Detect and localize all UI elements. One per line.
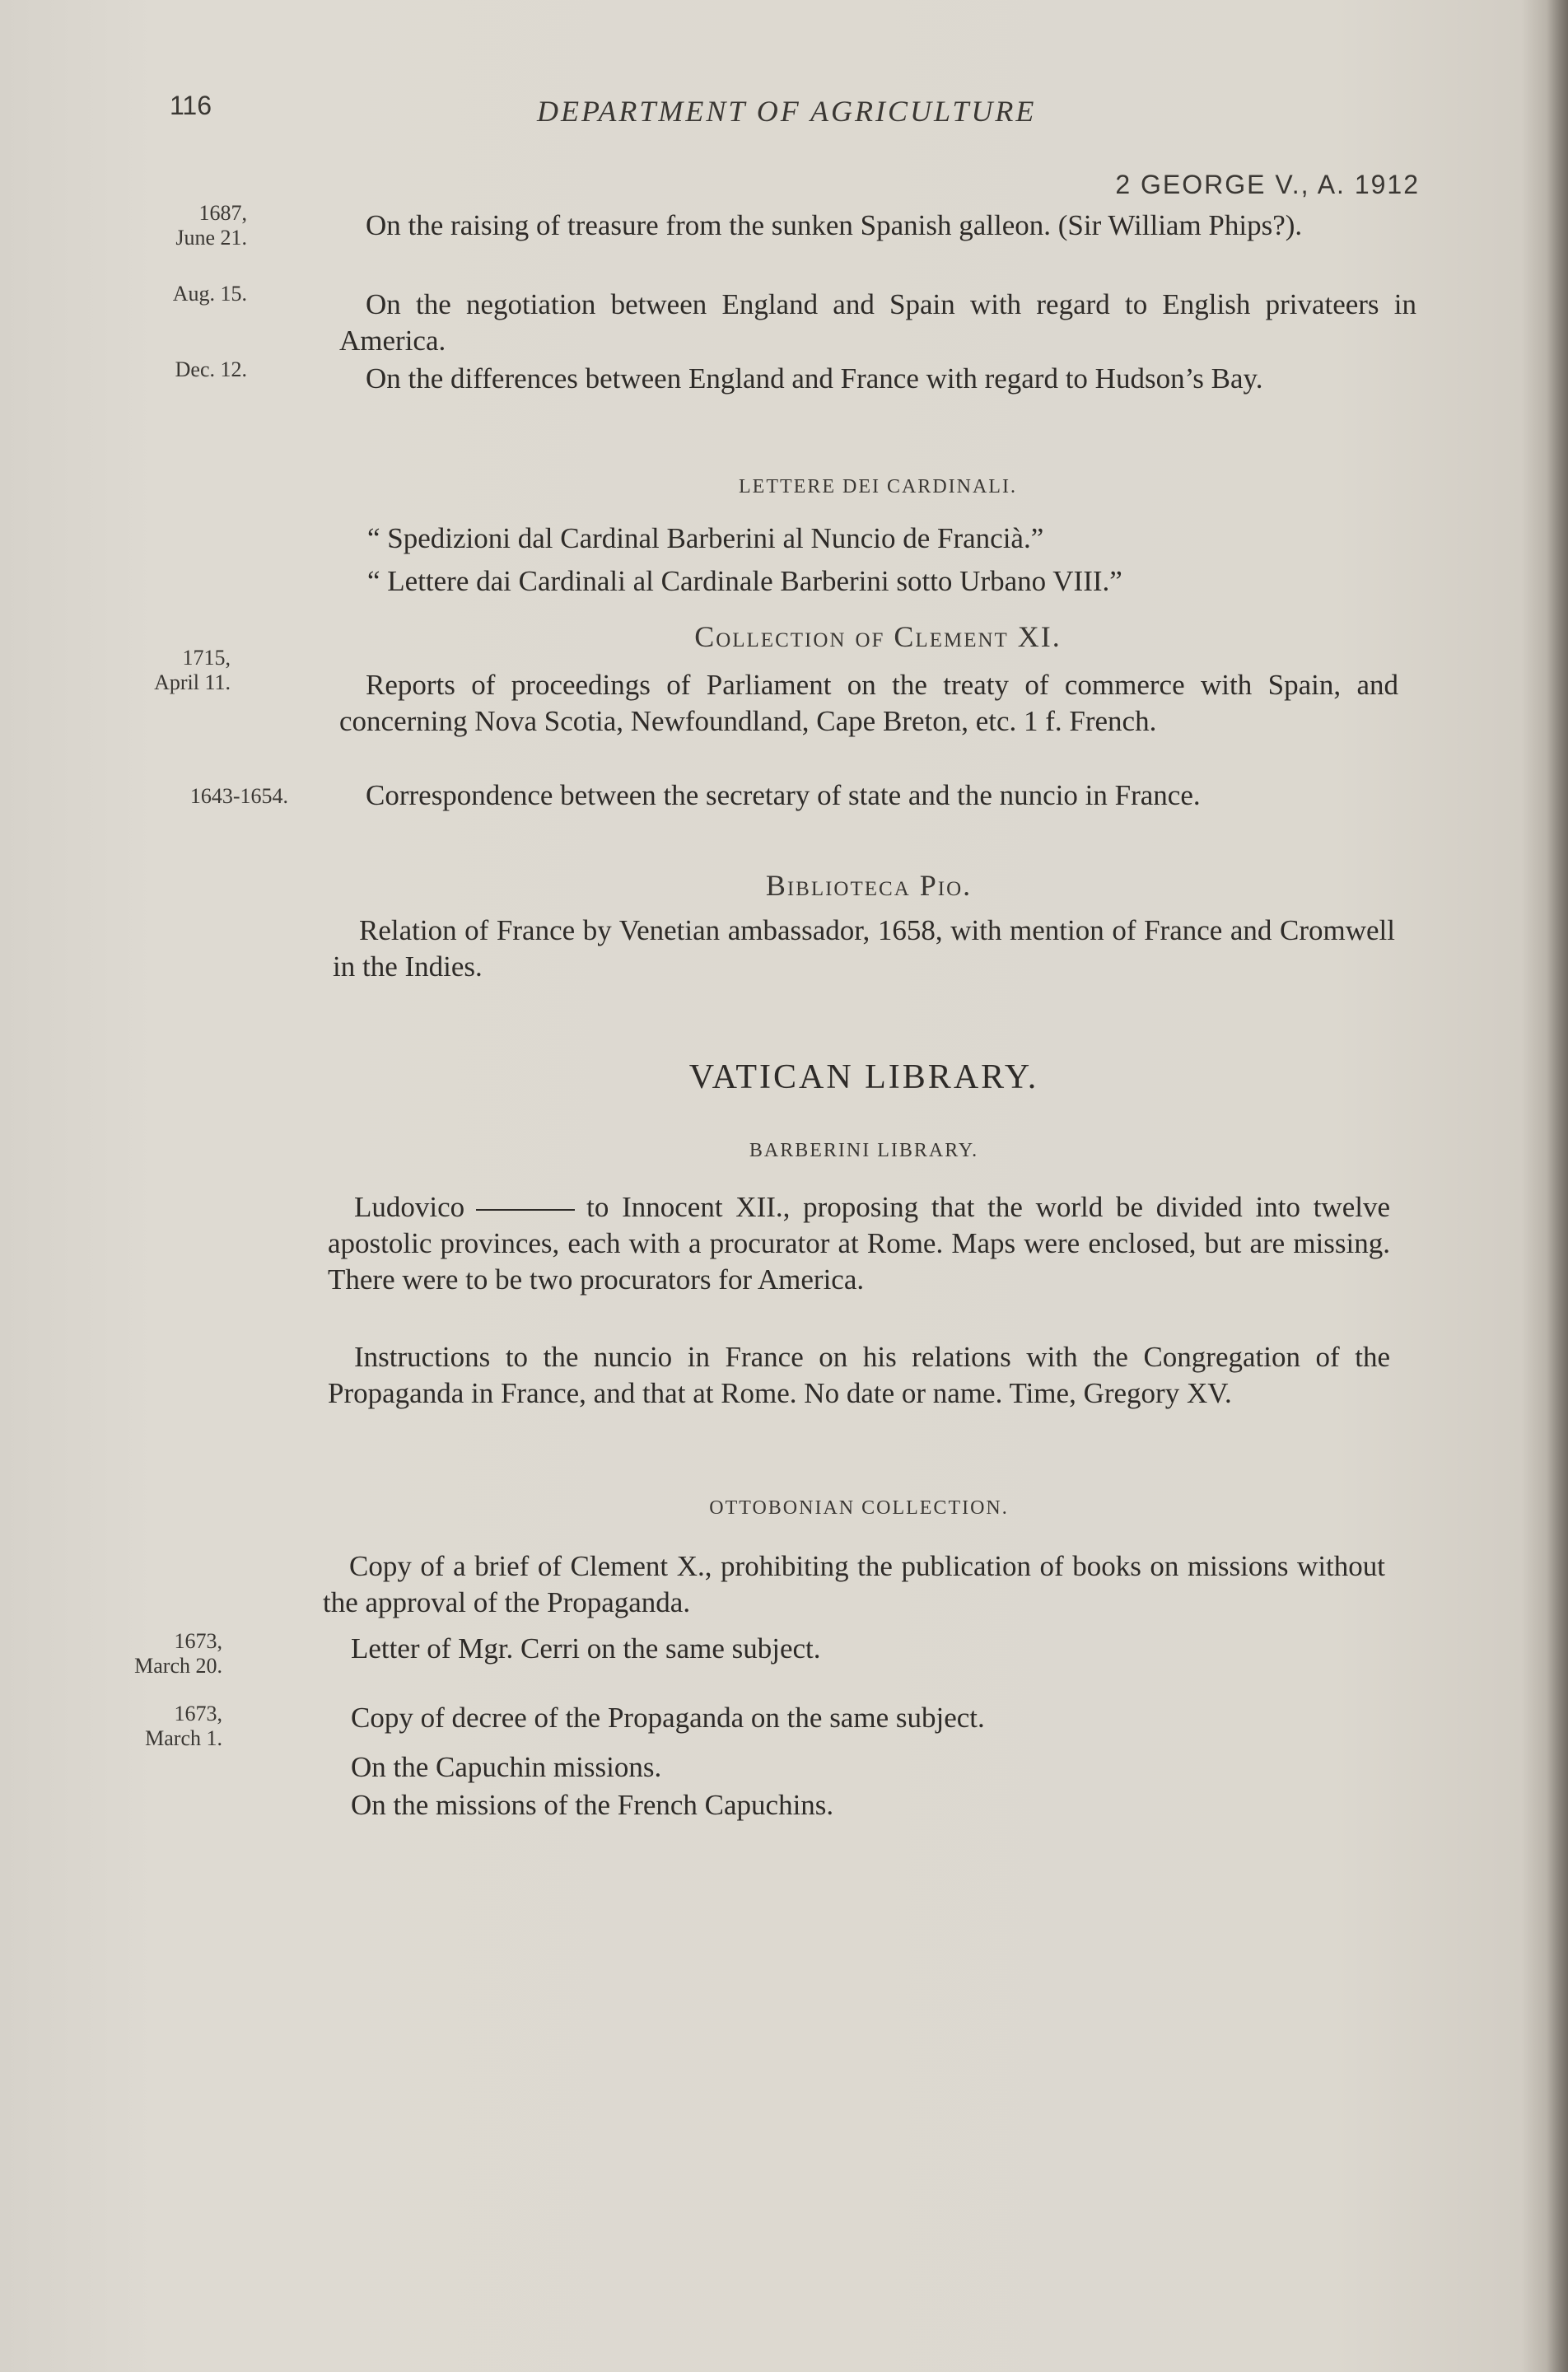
entry-text: Relation of France by Venetian ambassador, 1658, with mention of France and Cromwell in the Indies. (333, 914, 1395, 983)
page-edge-shadow (1547, 0, 1568, 2372)
entry-mgr-cerri: Letter of Mgr. Cerri on the same subject. (351, 1632, 821, 1665)
date-line: Aug. 15. (172, 282, 247, 306)
entry-text: Instructions to the nuncio in France on his relations with the Congregation of the Propaganda in France, and that at Rome. No date or name. Time, Gregory XV. (328, 1341, 1390, 1409)
heading-pio: Biblioteca Pio. (765, 869, 973, 902)
entry-secretary-nuncio (339, 777, 1398, 814)
margin-date-1687 (140, 201, 247, 250)
date-line: March 1. (145, 1726, 222, 1750)
entry-parliament-treaty (339, 667, 1398, 740)
entry-text: Reports of proceedings of Parliament on the treaty of commerce with Spain, and concerning Nova Scotia, Newfoundland, Cape Breton, etc. 1 f. French. (339, 669, 1398, 737)
lettere-line-1: “ Spedizioni dal Cardinal Barberini al Nuncio de Francià.” (367, 522, 1044, 554)
entry-hudsons-bay (339, 361, 1416, 397)
entry-sunken-galleon (339, 208, 1416, 244)
margin-date-aug (140, 282, 247, 306)
date-line: June 21. (175, 226, 247, 250)
entry-text: On the raising of treasure from the sunken Spanish galleon. (Sir William Phips?). (366, 209, 1303, 241)
margin-date-1643 (181, 784, 288, 809)
date-line: April 11. (154, 670, 231, 694)
page-number: 116 (170, 91, 212, 120)
date-line: 1687, (198, 201, 247, 225)
entry-english-privateers (339, 287, 1416, 359)
date-line: Dec. 12. (175, 357, 247, 381)
heading-clement: Collection of Clement XI. (694, 620, 1062, 653)
entry-ludovico (328, 1189, 1390, 1298)
entry-text: Copy of a brief of Clement X., prohibiting the publication of books on missions without the approval of the Propaganda. (323, 1550, 1385, 1618)
margin-date-dec (140, 357, 247, 382)
entry-text: On the differences between England and France with regard to Hudson’s Bay. (366, 362, 1263, 395)
heading-ottobonian: OTTOBONIAN COLLECTION. (709, 1497, 1009, 1519)
entry-brief-clement-x (323, 1548, 1385, 1621)
entry-name: Ludovico (354, 1191, 465, 1223)
heading-lettere: LETTERE DEI CARDINALI. (739, 476, 1017, 497)
date-line: March 20. (134, 1654, 222, 1678)
heading-barberini-library: BARBERINI LIBRARY. (749, 1140, 979, 1161)
margin-date-1673-march1 (115, 1702, 222, 1751)
entry-capuchin-missions: On the Capuchin missions. (351, 1751, 662, 1783)
date-line: 1673, (174, 1702, 222, 1725)
lettere-line-2: “ Lettere dai Cardinali al Cardinale Barberini sotto Urbano VIII.” (367, 565, 1122, 597)
margin-date-1673-march20 (115, 1629, 222, 1679)
entry-text: On the negotiation between England and Spain with regard to English privateers in America. (339, 288, 1416, 357)
entry-decree-propaganda: Copy of decree of the Propaganda on the same subject. (351, 1702, 985, 1734)
entry-french-capuchins: On the missions of the French Capuchins. (351, 1789, 834, 1821)
date-line: 1673, (174, 1629, 222, 1653)
entry-text: to Innocent XII., proposing that the world be divided into twelve apostolic provinces, each with a procurator at Rome. Maps were enclosed, but are missing. There were to be two procurators for America. (328, 1191, 1390, 1296)
session-label: 2 GEORGE V., A. 1912 (1115, 170, 1420, 199)
name-dash (476, 1209, 575, 1211)
margin-date-1715 (124, 646, 231, 695)
entry-nuncio-propaganda (328, 1339, 1390, 1412)
date-line: 1715, (182, 646, 231, 670)
date-line: 1643-1654. (189, 784, 288, 808)
running-head: DEPARTMENT OF AGRICULTURE (537, 95, 1037, 128)
heading-vatican-library: VATICAN LIBRARY. (688, 1058, 1039, 1096)
entry-text: Correspondence between the secretary of state and the nuncio in France. (366, 779, 1201, 811)
entry-venetian-ambassador (333, 913, 1395, 985)
